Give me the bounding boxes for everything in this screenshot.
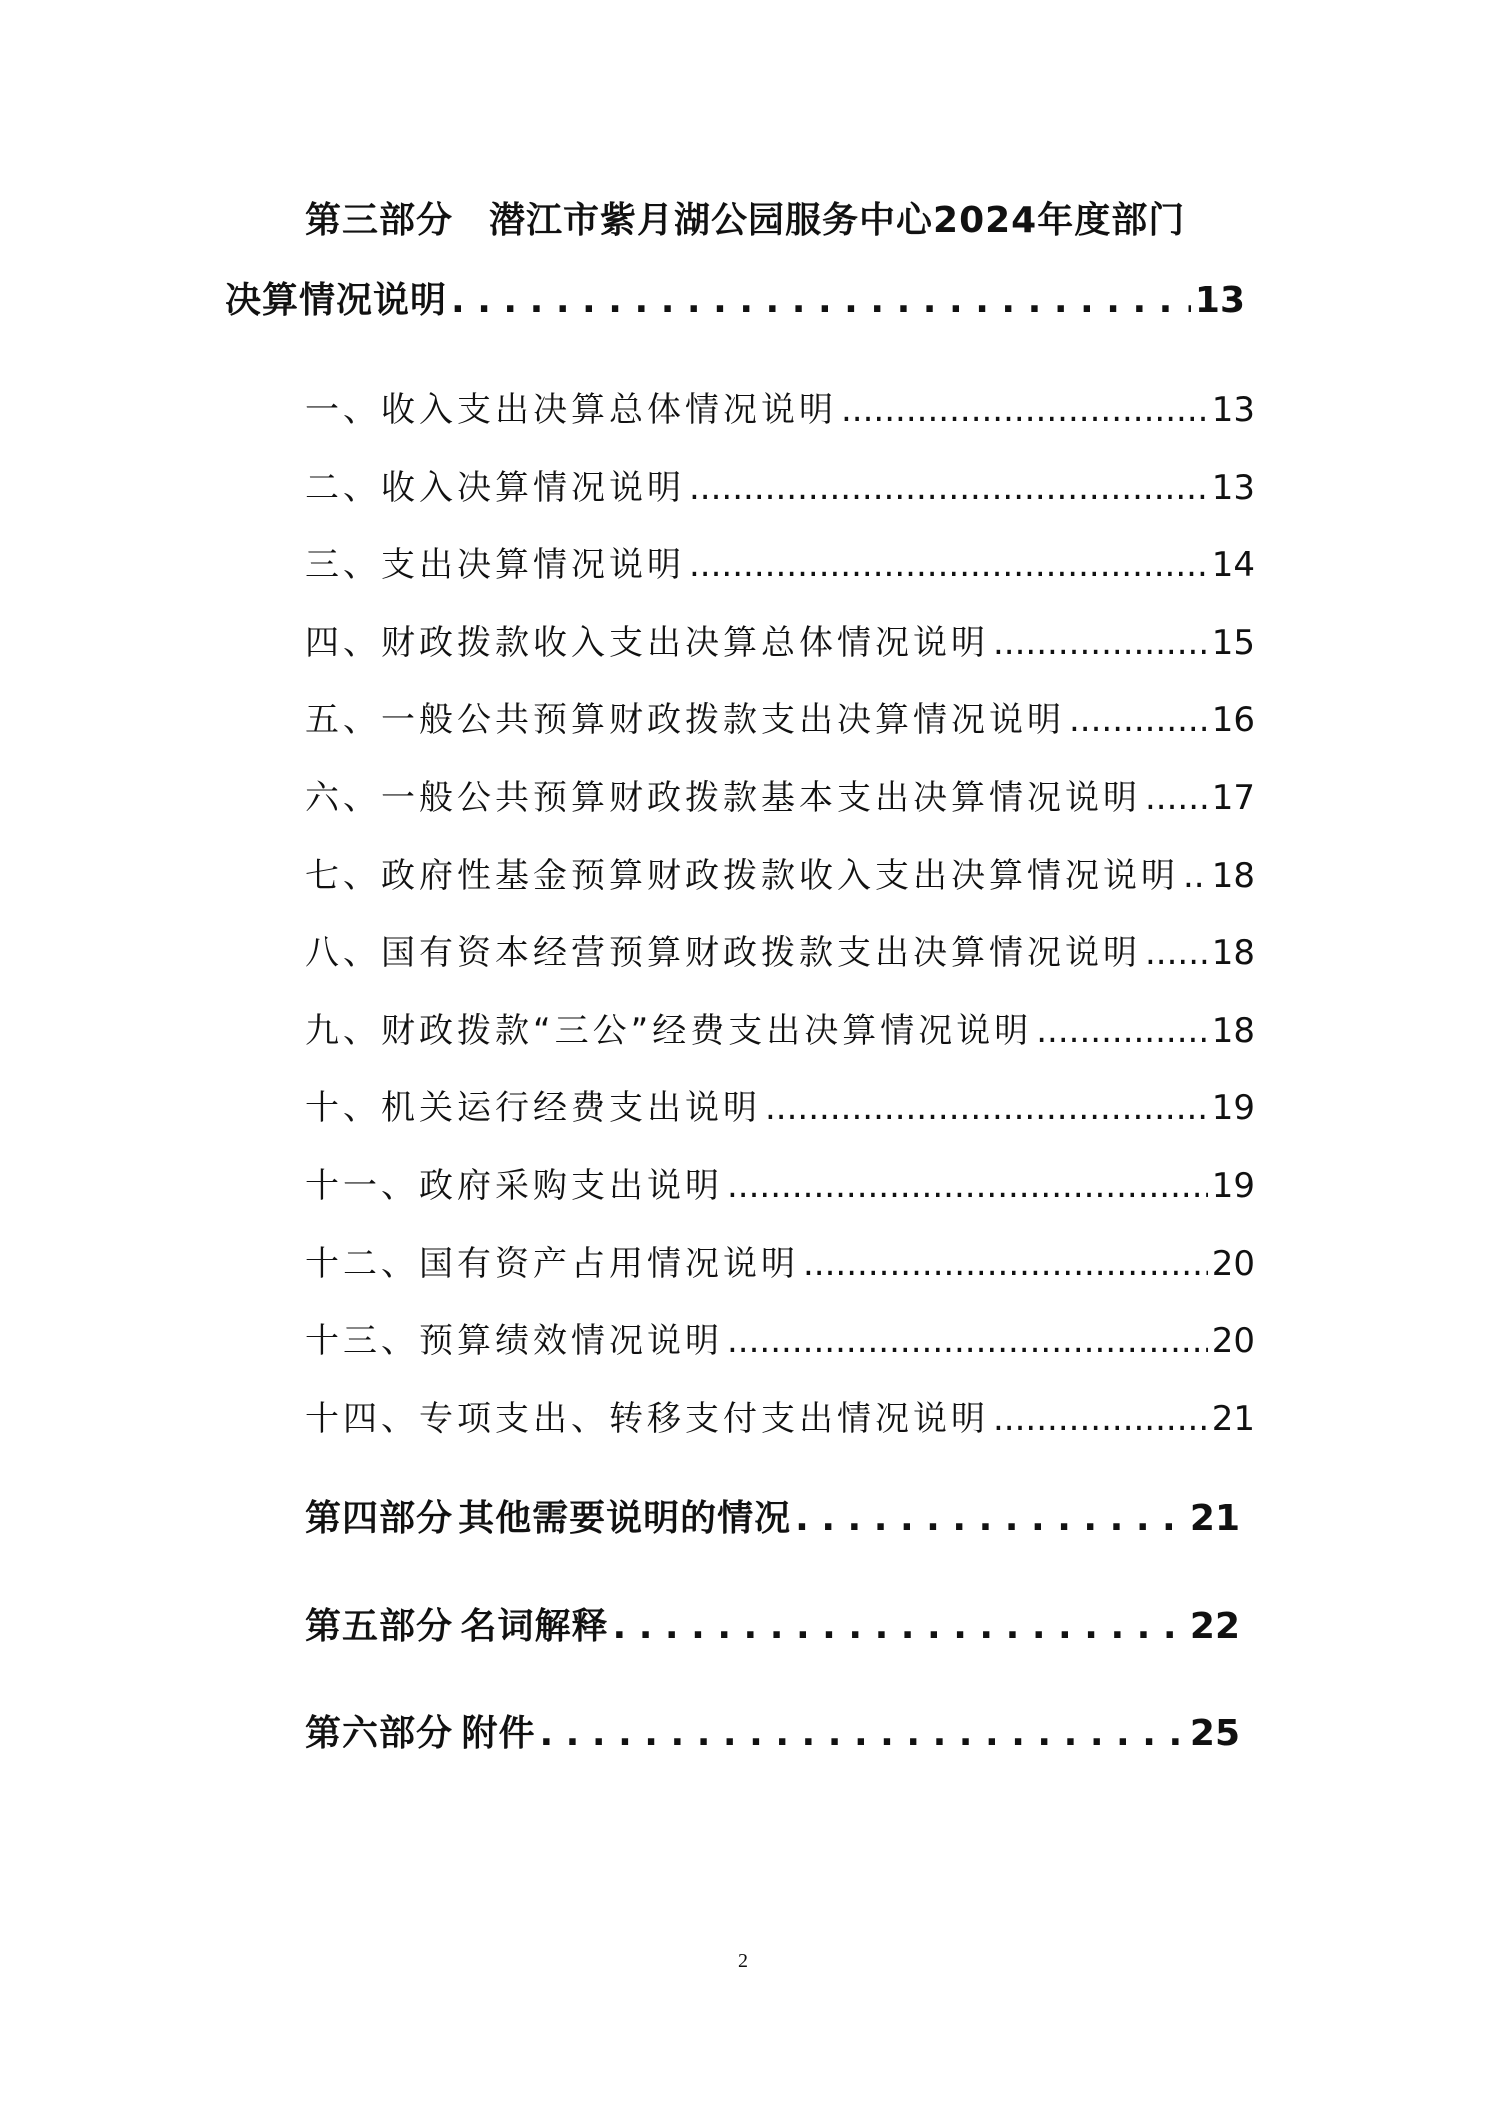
toc-leader — [539, 1713, 1185, 1754]
toc-section-label: 八、国有资本经营预算财政拨款支出决算情况说明 — [305, 933, 1141, 973]
toc-section-item[interactable] — [305, 1236, 1255, 1285]
part3-title-line2: 决算情况说明 — [225, 280, 448, 321]
toc-section-page-number: 13 — [1211, 468, 1255, 508]
toc-leader — [727, 1166, 1208, 1206]
toc-section-item[interactable] — [305, 692, 1255, 741]
toc-section-item[interactable] — [305, 1158, 1255, 1207]
toc-section-item[interactable] — [305, 1080, 1255, 1129]
toc-section-label: 五、一般公共预算财政拨款支出决算情况说明 — [305, 700, 1065, 740]
toc-part3-line2[interactable] — [225, 272, 1245, 323]
toc-section-label: 十三、预算绩效情况说明 — [305, 1321, 723, 1361]
toc-section-label: 十一、政府采购支出说明 — [305, 1166, 723, 1206]
toc-section-label: 七、政府性基金预算财政拨款收入支出决算情况说明 — [305, 856, 1179, 896]
toc-section-item[interactable] — [305, 848, 1255, 897]
toc-section-item[interactable] — [305, 1391, 1255, 1440]
part4-prefix: 第四部分 — [305, 1498, 454, 1539]
toc-section-item[interactable] — [305, 615, 1255, 664]
toc-section-label: 三、支出决算情况说明 — [305, 545, 685, 585]
part5-title: 名词解释 — [460, 1606, 609, 1647]
toc-section-page-number: 19 — [1211, 1166, 1255, 1206]
toc-leader — [841, 390, 1208, 430]
toc-leader — [993, 623, 1208, 663]
toc-section-page-number: 18 — [1211, 933, 1255, 973]
toc-leader — [1145, 933, 1208, 973]
toc-leader — [727, 1321, 1208, 1361]
part4-page-number: 21 — [1189, 1498, 1240, 1539]
toc-section-page-number: 14 — [1211, 545, 1255, 585]
toc-section-label: 十、机关运行经费支出说明 — [305, 1088, 761, 1128]
toc-leader — [1145, 778, 1208, 818]
part5-page-number: 22 — [1189, 1606, 1240, 1647]
toc-part4[interactable] — [305, 1490, 1240, 1541]
toc-section-item[interactable] — [305, 460, 1255, 509]
footer-page-number: 2 — [738, 1950, 748, 1972]
toc-leader — [795, 1498, 1186, 1539]
toc-section-item[interactable] — [305, 537, 1255, 586]
toc-section-page-number: 13 — [1211, 390, 1255, 430]
toc-section-label: 十四、专项支出、转移支付支出情况说明 — [305, 1399, 989, 1439]
toc-section-item[interactable] — [305, 1003, 1255, 1052]
toc-leader — [803, 1244, 1208, 1284]
toc-section-page-number: 18 — [1211, 1011, 1255, 1051]
part5-prefix: 第五部分 — [305, 1606, 454, 1647]
toc-leader — [689, 545, 1208, 585]
toc-part3-line1[interactable] — [305, 192, 1255, 243]
toc-leader — [765, 1088, 1208, 1128]
part3-prefix: 第三部分 — [305, 200, 454, 241]
part4-title: 其他需要说明的情况 — [458, 1498, 792, 1539]
toc-section-page-number: 16 — [1211, 700, 1255, 740]
toc-leader — [451, 280, 1191, 321]
toc-section-page-number: 20 — [1211, 1244, 1255, 1284]
toc-section-page-number: 15 — [1211, 623, 1255, 663]
toc-leader — [1183, 856, 1208, 896]
part3-page-number: 13 — [1194, 280, 1245, 321]
toc-section-page-number: 18 — [1211, 856, 1255, 896]
toc-section-item[interactable] — [305, 1313, 1255, 1362]
toc-section-page-number: 21 — [1211, 1399, 1255, 1439]
toc-section-label: 六、一般公共预算财政拨款基本支出决算情况说明 — [305, 778, 1141, 818]
toc-section-item[interactable] — [305, 382, 1255, 431]
toc-section-page-number: 19 — [1211, 1088, 1255, 1128]
toc-section-item[interactable] — [305, 925, 1255, 974]
toc-section-label: 二、收入决算情况说明 — [305, 468, 685, 508]
toc-section-label: 四、财政拨款收入支出决算总体情况说明 — [305, 623, 989, 663]
toc-section-item[interactable] — [305, 770, 1255, 819]
toc-leader — [1069, 700, 1208, 740]
part3-title-line1: 潜江市紫月湖公园服务中心2024年度部门 — [489, 200, 1186, 241]
toc-leader — [1036, 1011, 1208, 1051]
toc-leader — [689, 468, 1208, 508]
toc-section-label: 一、收入支出决算总体情况说明 — [305, 390, 837, 430]
toc-section-page-number: 17 — [1211, 778, 1255, 818]
toc-section-label: 九、财政拨款“三公”经费支出决算情况说明 — [305, 1011, 1033, 1051]
part6-prefix: 第六部分 — [305, 1713, 454, 1754]
toc-leader — [613, 1606, 1186, 1647]
toc-part6[interactable] — [305, 1705, 1240, 1756]
toc-section-label: 十二、国有资产占用情况说明 — [305, 1244, 799, 1284]
part6-title: 附件 — [461, 1713, 536, 1754]
toc-section-page-number: 20 — [1211, 1321, 1255, 1361]
part6-page-number: 25 — [1189, 1713, 1240, 1754]
toc-leader — [993, 1399, 1208, 1439]
toc-part5[interactable] — [305, 1598, 1240, 1649]
